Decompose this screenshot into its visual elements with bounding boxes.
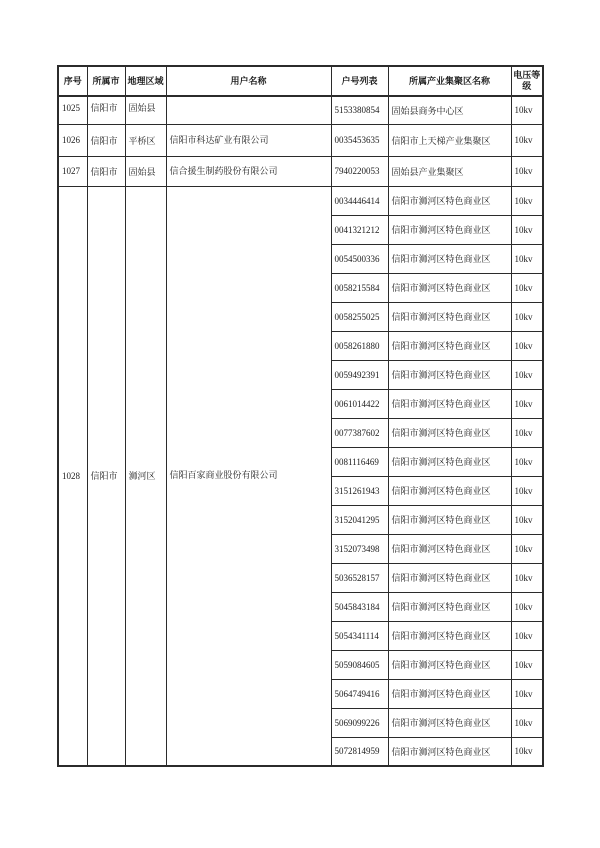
company-name-cell: 信阳市科达矿业有限公司 bbox=[166, 124, 331, 156]
seq-cell bbox=[58, 96, 87, 124]
company-name-cell: 信合援生制药股份有限公司 bbox=[166, 156, 331, 186]
voltage-level-cell: 10kv bbox=[511, 679, 543, 708]
account-number-cell: 3152073498 bbox=[331, 534, 388, 563]
voltage-level-cell: 10kv bbox=[511, 418, 543, 447]
table-row bbox=[58, 156, 543, 186]
column-header-0: 序号 bbox=[58, 66, 87, 96]
column-header-1: 所属市 bbox=[87, 66, 125, 96]
company-name-cell: 信阳百家商业股份有限公司 bbox=[166, 186, 331, 766]
account-number-cell: 5054341114 bbox=[331, 621, 388, 650]
account-number-cell: 3151261943 bbox=[331, 476, 388, 505]
voltage-level-cell: 10kv bbox=[511, 360, 543, 389]
account-number-cell: 5045843184 bbox=[331, 592, 388, 621]
voltage-level-cell: 10kv bbox=[511, 215, 543, 244]
column-header-3: 用户名称 bbox=[166, 66, 331, 96]
cluster-name-cell: 信阳市浉河区特色商业区 bbox=[388, 592, 511, 621]
city-cell: 信阳市 bbox=[87, 186, 125, 766]
voltage-level-cell: 10kv bbox=[511, 331, 543, 360]
account-number-cell: 0081116469 bbox=[331, 447, 388, 476]
cluster-name-cell: 信阳市浉河区特色商业区 bbox=[388, 476, 511, 505]
cluster-name-cell: 信阳市浉河区特色商业区 bbox=[388, 389, 511, 418]
cluster-name-cell: 信阳市浉河区特色商业区 bbox=[388, 621, 511, 650]
table-row bbox=[58, 186, 543, 215]
account-number-cell: 5072814959 bbox=[331, 737, 388, 766]
account-number-cell: 0077387602 bbox=[331, 418, 388, 447]
account-number-cell: 5153380854 bbox=[331, 96, 388, 124]
account-number-cell: 0059492391 bbox=[331, 360, 388, 389]
cluster-name-cell: 信阳市浉河区特色商业区 bbox=[388, 215, 511, 244]
account-number-cell: 0058261880 bbox=[331, 331, 388, 360]
cluster-name-cell: 信阳市上天梯产业集聚区 bbox=[388, 124, 511, 156]
region-cell: 浉河区 bbox=[125, 186, 166, 766]
cluster-name-cell: 信阳市浉河区特色商业区 bbox=[388, 563, 511, 592]
account-number-cell: 3152041295 bbox=[331, 505, 388, 534]
account-number-cell: 0034446414 bbox=[331, 186, 388, 215]
clipped-text-box bbox=[62, 103, 84, 114]
voltage-level-cell: 10kv bbox=[511, 650, 543, 679]
seq-cell: 1026 bbox=[58, 124, 87, 156]
voltage-level-cell: 10kv bbox=[511, 534, 543, 563]
city-cell bbox=[87, 96, 125, 124]
cluster-name-cell: 信阳市浉河区特色商业区 bbox=[388, 679, 511, 708]
cluster-name-cell: 信阳市浉河区特色商业区 bbox=[388, 302, 511, 331]
account-number-cell: 5059084605 bbox=[331, 650, 388, 679]
cluster-name-cell: 信阳市浉河区特色商业区 bbox=[388, 708, 511, 737]
cluster-name-cell: 信阳市浉河区特色商业区 bbox=[388, 534, 511, 563]
region-cell: 平桥区 bbox=[125, 124, 166, 156]
city-cell: 信阳市 bbox=[87, 124, 125, 156]
clipped-text: 信阳市 bbox=[90, 103, 118, 114]
account-number-cell: 5064749416 bbox=[331, 679, 388, 708]
user-account-table bbox=[57, 65, 544, 767]
cluster-name-cell: 信阳市浉河区特色商业区 bbox=[388, 737, 511, 766]
cluster-name-cell: 信阳市浉河区特色商业区 bbox=[388, 273, 511, 302]
column-header-6: 电压等级 bbox=[511, 66, 543, 96]
header-row bbox=[58, 66, 543, 96]
cluster-name-cell: 信阳市浉河区特色商业区 bbox=[388, 331, 511, 360]
account-number-cell: 0061014422 bbox=[331, 389, 388, 418]
cluster-name-cell: 信阳市浉河区特色商业区 bbox=[388, 447, 511, 476]
table-body bbox=[58, 96, 543, 766]
clipped-text-box bbox=[90, 103, 122, 114]
cluster-name-cell: 信阳市浉河区特色商业区 bbox=[388, 244, 511, 273]
voltage-level-cell: 10kv bbox=[511, 592, 543, 621]
voltage-level-cell: 10kv bbox=[511, 737, 543, 766]
cluster-name-cell: 信阳市浉河区特色商业区 bbox=[388, 418, 511, 447]
account-number-cell: 0058215584 bbox=[331, 273, 388, 302]
seq-cell: 1028 bbox=[58, 186, 87, 766]
account-number-cell: 0058255025 bbox=[331, 302, 388, 331]
cluster-name-cell: 信阳市浉河区特色商业区 bbox=[388, 186, 511, 215]
voltage-level-cell: 10kv bbox=[511, 476, 543, 505]
cluster-name-cell: 信阳市浉河区特色商业区 bbox=[388, 360, 511, 389]
clipped-text: 固始县 bbox=[128, 103, 156, 114]
voltage-level-cell: 10kv bbox=[511, 447, 543, 476]
account-number-cell: 0054500336 bbox=[331, 244, 388, 273]
cluster-name-cell: 固始县商务中心区 bbox=[388, 96, 511, 124]
table-row bbox=[58, 124, 543, 156]
region-cell: 固始县 bbox=[125, 156, 166, 186]
account-number-cell: 5036528157 bbox=[331, 563, 388, 592]
account-number-cell: 5069099226 bbox=[331, 708, 388, 737]
clipped-text-box bbox=[128, 103, 163, 114]
seq-cell: 1027 bbox=[58, 156, 87, 186]
voltage-level-cell: 10kv bbox=[511, 389, 543, 418]
cluster-name-cell: 信阳市浉河区特色商业区 bbox=[388, 650, 511, 679]
company-name-cell bbox=[166, 96, 331, 124]
voltage-level-cell: 10kv bbox=[511, 302, 543, 331]
voltage-level-cell: 10kv bbox=[511, 244, 543, 273]
voltage-level-cell: 10kv bbox=[511, 273, 543, 302]
account-number-cell: 0041321212 bbox=[331, 215, 388, 244]
cluster-name-cell: 信阳市浉河区特色商业区 bbox=[388, 505, 511, 534]
voltage-level-cell: 10kv bbox=[511, 124, 543, 156]
account-number-cell: 0035453635 bbox=[331, 124, 388, 156]
column-header-5: 所属产业集聚区名称 bbox=[388, 66, 511, 96]
voltage-level-cell: 10kv bbox=[511, 505, 543, 534]
column-header-2: 地理区域 bbox=[125, 66, 166, 96]
column-header-4: 户号列表 bbox=[331, 66, 388, 96]
table-row bbox=[58, 96, 543, 124]
cluster-name-cell: 固始县产业集聚区 bbox=[388, 156, 511, 186]
voltage-level-cell: 10kv bbox=[511, 621, 543, 650]
city-cell: 信阳市 bbox=[87, 156, 125, 186]
region-cell bbox=[125, 96, 166, 124]
table-header bbox=[58, 66, 543, 96]
voltage-level-cell: 10kv bbox=[511, 186, 543, 215]
clipped-text: 1025 bbox=[62, 103, 80, 114]
voltage-level-cell: 10kv bbox=[511, 96, 543, 124]
account-number-cell: 7940220053 bbox=[331, 156, 388, 186]
voltage-level-cell: 10kv bbox=[511, 563, 543, 592]
voltage-level-cell: 10kv bbox=[511, 156, 543, 186]
voltage-level-cell: 10kv bbox=[511, 708, 543, 737]
table-sheet bbox=[57, 65, 544, 767]
